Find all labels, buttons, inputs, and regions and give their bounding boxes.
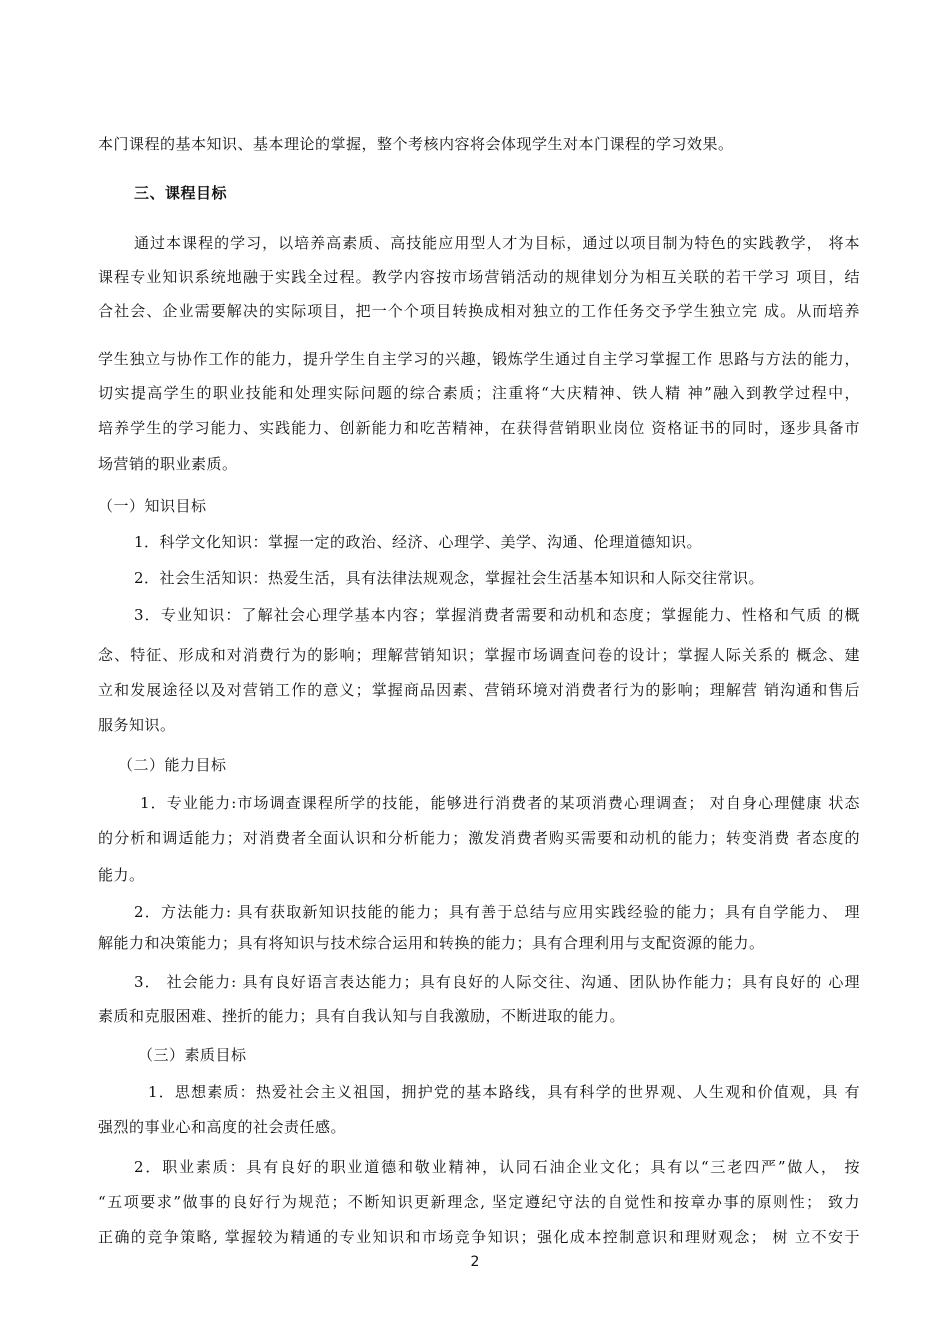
text-line: 1．专业能力:市场调查课程所学的技能，能够进行消费者的某项消费心理调查； 对自身心理健康 状态 <box>140 794 860 812</box>
text-line: 2．方法能力: 具有获取新知识技能的能力；具有善于总结与应用实践经验的能力；具有自学能力、 理 <box>134 903 860 921</box>
subsection-heading: （三）素质目标 <box>138 1046 247 1064</box>
text-line: 培养学生的学习能力、实践能力、创新能力和吃苦精神，在获得营销职业岗位 资格证书的同时，逐步具备市 <box>98 419 860 437</box>
text-line: 课程专业知识系统地融于实践全过程。教学内容按市场营销活动的规律划分为相互关联的若干学习 项目，结 <box>98 268 860 286</box>
text-line: 切实提高学生的职业技能和处理实际问题的综合素质；注重将“大庆精神、铁人精 神”融入到教学过程中， <box>98 384 860 402</box>
text-line: 服务知识。 <box>98 716 176 734</box>
text-line: 强烈的事业心和高度的社会责任感。 <box>98 1118 347 1136</box>
text-line: 2．职业素质：具有良好的职业道德和敬业精神，认同石油企业文化；具有以“三老四严”做人， 按 <box>134 1158 860 1176</box>
text-line: 解能力和决策能力；具有将知识与技术综合运用和转换的能力；具有合理利用与支配资源的能力。 <box>98 934 765 952</box>
text-line: 1．思想素质：热爱社会主义祖国，拥护党的基本路线，具有科学的世界观、人生观和价值观，具 有 <box>148 1083 860 1101</box>
subsection-heading: （一）知识目标 <box>98 497 207 515</box>
text-line: 的分析和调适能力；对消费者全面认识和分析能力；激发消费者购买需要和动机的能力；转变消费 者态度的 <box>98 829 860 847</box>
text-line: 学生独立与协作工作的能力，提升学生自主学习的兴趣，锻炼学生通过自主学习掌握工作 思路与方法的能力， <box>98 350 860 368</box>
text-line: 本门课程的基本知识、基本理论的掌握，整个考核内容将会体现学生对本门课程的学习效果。 <box>98 135 734 153</box>
text-line: 立和发展途径以及对营销工作的意义；掌握商品因素、营销环境对消费者行为的影响；理解营 销沟通和售后 <box>98 681 860 699</box>
text-line: “五项要求”做事的良好行为规范；不断知识更新理念, 坚定遵纪守法的自觉性和按章办事的原则性； 致力 <box>98 1193 860 1211</box>
text-line: 素质和克服困难、挫折的能力；具有自我认知与自我激励，不断进取的能力。 <box>98 1007 626 1025</box>
text-line: 3．专业知识：了解社会心理学基本内容；掌握消费者需要和动机和态度；掌握能力、性格和气质 的概 <box>134 606 860 624</box>
text-line: 合社会、企业需要解决的实际项目，把一个个项目转换成相对独立的工作任务交予学生独立完 成。从而培养 <box>98 302 860 320</box>
text-line: 念、特征、形成和对消费行为的影响；理解营销知识；掌握市场调查问卷的设计；掌握人际关系的 概念、建 <box>98 646 860 664</box>
subsection-heading: （二）能力目标 <box>118 756 227 774</box>
page-number: 2 <box>470 1254 480 1270</box>
text-line: 通过本课程的学习，以培养高素质、高技能应用型人才为目标，通过以项目制为特色的实践教学， 将本 <box>134 234 860 252</box>
text-line: 2．社会生活知识：热爱生活，具有法律法规观念，掌握社会生活基本知识和人际交往常识。 <box>134 569 765 587</box>
section-heading: 三、课程目标 <box>134 184 228 202</box>
text-line: 能力。 <box>98 866 145 884</box>
text-line: 正确的竞争策略, 掌握较为精通的专业知识和市场竞争知识；强化成本控制意识和理财观念； 树 立不安于 <box>98 1228 860 1246</box>
text-line: 场营销的职业素质。 <box>98 455 238 473</box>
text-line: 3． 社会能力: 具有良好语言表达能力；具有良好的人际交往、沟通、团队协作能力；具有良好的 心理 <box>134 973 860 991</box>
text-line: 1．科学文化知识：掌握一定的政治、经济、心理学、美学、沟通、伦理道德知识。 <box>134 533 703 551</box>
